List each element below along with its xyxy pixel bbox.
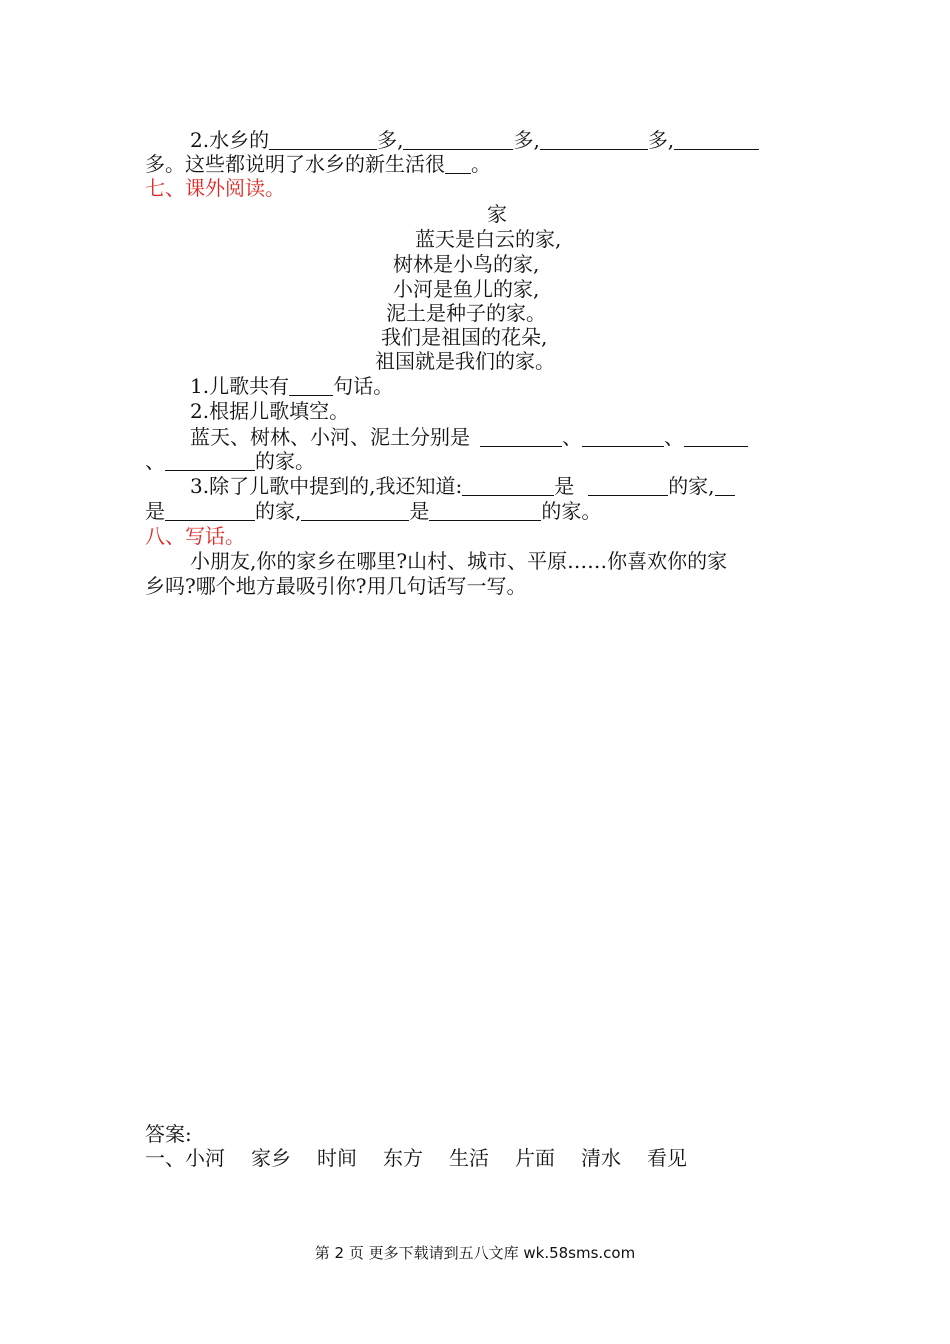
fill-blank[interactable] <box>289 375 333 396</box>
fill-blank[interactable] <box>301 500 409 521</box>
fill-blank[interactable] <box>582 426 664 447</box>
poem-line: 我们是祖国的花朵, <box>381 325 548 349</box>
answer-word: 生活 <box>449 1146 489 1170</box>
answer-word: 小河 <box>185 1146 225 1170</box>
answer-word: 时间 <box>317 1146 357 1170</box>
poem-line: 小河是鱼儿的家, <box>393 277 540 301</box>
question-2-water-town: 2.水乡的 多, 多, 多, <box>190 128 759 152</box>
answer-word: 东方 <box>383 1146 423 1170</box>
section-8-prompt-line1: 小朋友,你的家乡在哪里?山村、城市、平原……你喜欢你的家 <box>190 549 728 573</box>
question-2-water-town-line2: 多。这些都说明了水乡的新生活很 。 <box>145 152 491 176</box>
fill-blank[interactable] <box>684 426 748 447</box>
answer-word: 看见 <box>647 1146 687 1170</box>
poem-title: 家 <box>487 202 507 226</box>
fill-blank[interactable] <box>540 129 648 150</box>
fill-blank[interactable] <box>445 153 471 174</box>
fill-blank[interactable] <box>462 475 554 496</box>
section-8-heading: 八、写话。 <box>145 524 245 548</box>
fill-blank[interactable] <box>674 129 759 150</box>
poem-line: 蓝天是白云的家, <box>415 227 562 251</box>
fill-blank[interactable] <box>429 500 541 521</box>
answer-word: 片面 <box>515 1146 555 1170</box>
section-8-prompt-line2: 乡吗?哪个地方最吸引你?用几句话写一写。 <box>145 574 527 598</box>
fill-blank[interactable] <box>715 475 735 496</box>
poem-line: 祖国就是我们的家。 <box>375 349 555 373</box>
fill-blank[interactable] <box>165 500 255 521</box>
page-footer: 第 2 页 更多下载请到五八文库 wk.58sms.com <box>314 1244 636 1262</box>
answers-row: 一、小河 家乡 时间 东方 生活 片面 清水 看见 <box>145 1146 687 1170</box>
section-7-question-1: 1.儿歌共有 句话。 <box>190 374 394 398</box>
section-7-question-3: 3.除了儿歌中提到的,我还知道: 是 的家, <box>190 474 735 498</box>
section-7-question-2: 2.根据儿歌填空。 <box>190 399 350 423</box>
poem-line: 树林是小鸟的家, <box>393 252 540 276</box>
fill-blank[interactable] <box>269 129 377 150</box>
section-7-question-2-fill: 蓝天、树林、小河、泥土分别是 、 、 <box>190 425 748 449</box>
answer-word: 清水 <box>581 1146 621 1170</box>
section-7-question-3-line2: 是 的家, 是 的家。 <box>145 499 602 523</box>
fill-blank[interactable] <box>165 450 255 471</box>
answer-word: 家乡 <box>251 1146 291 1170</box>
section-7-heading: 七、课外阅读。 <box>145 176 285 200</box>
section-7-question-2-fill-line2: 、 的家。 <box>145 449 315 473</box>
fill-blank[interactable] <box>403 129 513 150</box>
poem-line: 泥土是种子的家。 <box>386 301 546 325</box>
answers-label: 答案: <box>145 1122 192 1146</box>
fill-blank[interactable] <box>588 475 668 496</box>
fill-blank[interactable] <box>480 426 562 447</box>
